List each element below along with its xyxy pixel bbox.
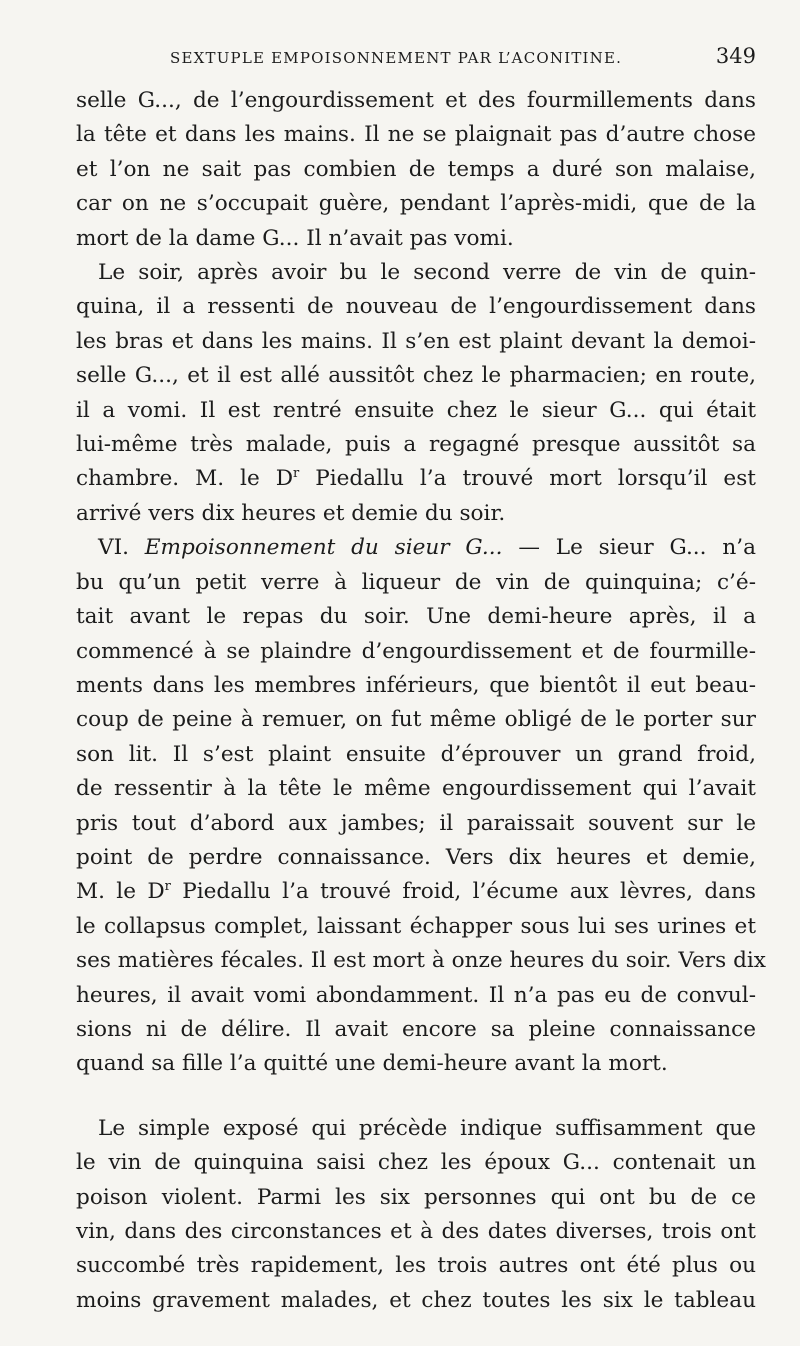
text-line: les bras et dans les mains. Il s’en est plaint devant la demoi- bbox=[76, 328, 756, 354]
text-line: quand sa fille l’a quitté une demi-heure avant la mort. bbox=[76, 1051, 668, 1077]
line-rest: Piedallu l’a trouvé froid, l’écume aux lèvres, dans bbox=[170, 879, 757, 905]
running-title: SEXTUPLE EMPOISONNEMENT PAR L’ACONITINE. bbox=[170, 49, 623, 67]
text-line: il a vomi. Il est rentré ensuite chez le sieur G... qui était bbox=[76, 397, 756, 423]
text-line: succombé très rapidement, les trois autres ont été plus ou bbox=[76, 1253, 756, 1279]
text-line: ses matières fécales. Il est mort à onze heures du soir. Vers dix bbox=[76, 948, 766, 974]
line-start: M. le D bbox=[76, 879, 165, 905]
section-heading-rest: — Le sieur G... n’a bbox=[502, 535, 756, 561]
text-line bbox=[76, 875, 756, 909]
line-start: chambre. M. le D bbox=[76, 466, 294, 492]
text-line: quina, il a ressenti de nouveau de l’engourdissement dans bbox=[76, 294, 756, 320]
text-line bbox=[76, 462, 756, 496]
text-line: Le soir, après avoir bu le second verre de vin de quin- bbox=[98, 260, 756, 286]
paragraph-2 bbox=[76, 256, 756, 531]
text-line: tait avant le repas du soir. Une demi-heure après, il a bbox=[76, 604, 756, 630]
text-line: selle G..., et il est allé aussitôt chez le pharmacien; en route, bbox=[76, 363, 756, 389]
superscript: r bbox=[164, 879, 171, 895]
text-line: la tête et dans les mains. Il ne se plaignait pas d’autre chose bbox=[76, 122, 756, 148]
body-text bbox=[76, 84, 766, 1318]
text-line: sions ni de délire. Il avait encore sa pleine connaissance bbox=[76, 1016, 756, 1042]
section-number: VI. bbox=[98, 535, 145, 561]
text-line: moins gravement malades, et chez toutes les six le tableau bbox=[76, 1287, 756, 1313]
text-line: car on ne s’occupait guère, pendant l’après-midi, que de la bbox=[76, 191, 756, 217]
text-line: selle G..., de l’engourdissement et des fourmillements dans bbox=[76, 88, 756, 113]
text-line: commencé à se plaindre d’engourdissement et de fourmille- bbox=[76, 638, 756, 664]
text-line: et l’on ne sait pas combien de temps a duré son malaise, bbox=[76, 156, 756, 182]
text-line: arrivé vers dix heures et demie du soir. bbox=[76, 500, 506, 526]
text-line: son lit. Il s’est plaint ensuite d’éprouver un grand froid, bbox=[76, 741, 756, 767]
text-line: le vin de quinquina saisi chez les époux G... contenait un bbox=[76, 1150, 756, 1176]
text-line: de ressentir à la tête le même engourdissement qui l’avait bbox=[76, 776, 756, 802]
text-line: poison violent. Parmi les six personnes qui ont bu de ce bbox=[76, 1184, 756, 1210]
section-heading-line bbox=[76, 531, 756, 565]
text-line: heures, il avait vomi abondamment. Il n’a pas eu de convul- bbox=[76, 982, 756, 1008]
line-rest: Piedallu l’a trouvé mort lorsqu’il est bbox=[299, 466, 756, 492]
text-line: vin, dans des circonstances et à des dates diverses, trois ont bbox=[76, 1219, 756, 1244]
page-header bbox=[170, 44, 756, 74]
text-line: lui-même très malade, puis a regagné presque aussitôt sa bbox=[76, 432, 756, 458]
paragraph-4 bbox=[76, 1112, 756, 1318]
paragraph-3 bbox=[76, 531, 766, 1082]
superscript: r bbox=[293, 466, 300, 482]
paragraph-gap bbox=[76, 1082, 756, 1112]
text-line: ments dans les membres inférieurs, que bientôt il eut beau- bbox=[76, 672, 756, 698]
paragraph-1 bbox=[76, 84, 756, 256]
text-line: pris tout d’abord aux jambes; il paraissait souvent sur le bbox=[76, 810, 756, 836]
text-line: mort de la dame G... Il n’avait pas vomi. bbox=[76, 225, 514, 251]
section-title: Empoisonnement du sieur G... bbox=[144, 535, 503, 561]
page-number: 349 bbox=[715, 44, 756, 68]
text-line: coup de peine à remuer, on fut même obligé de le porter sur bbox=[76, 707, 756, 733]
text-line: point de perdre connaissance. Vers dix heures et demie, bbox=[76, 844, 756, 870]
text-line: Le simple exposé qui précède indique suffisamment que bbox=[98, 1115, 756, 1141]
text-line: bu qu’un petit verre à liqueur de vin de quinquina; c’é- bbox=[76, 569, 756, 595]
text-line: le collapsus complet, laissant échapper sous lui ses urines et bbox=[76, 913, 756, 939]
